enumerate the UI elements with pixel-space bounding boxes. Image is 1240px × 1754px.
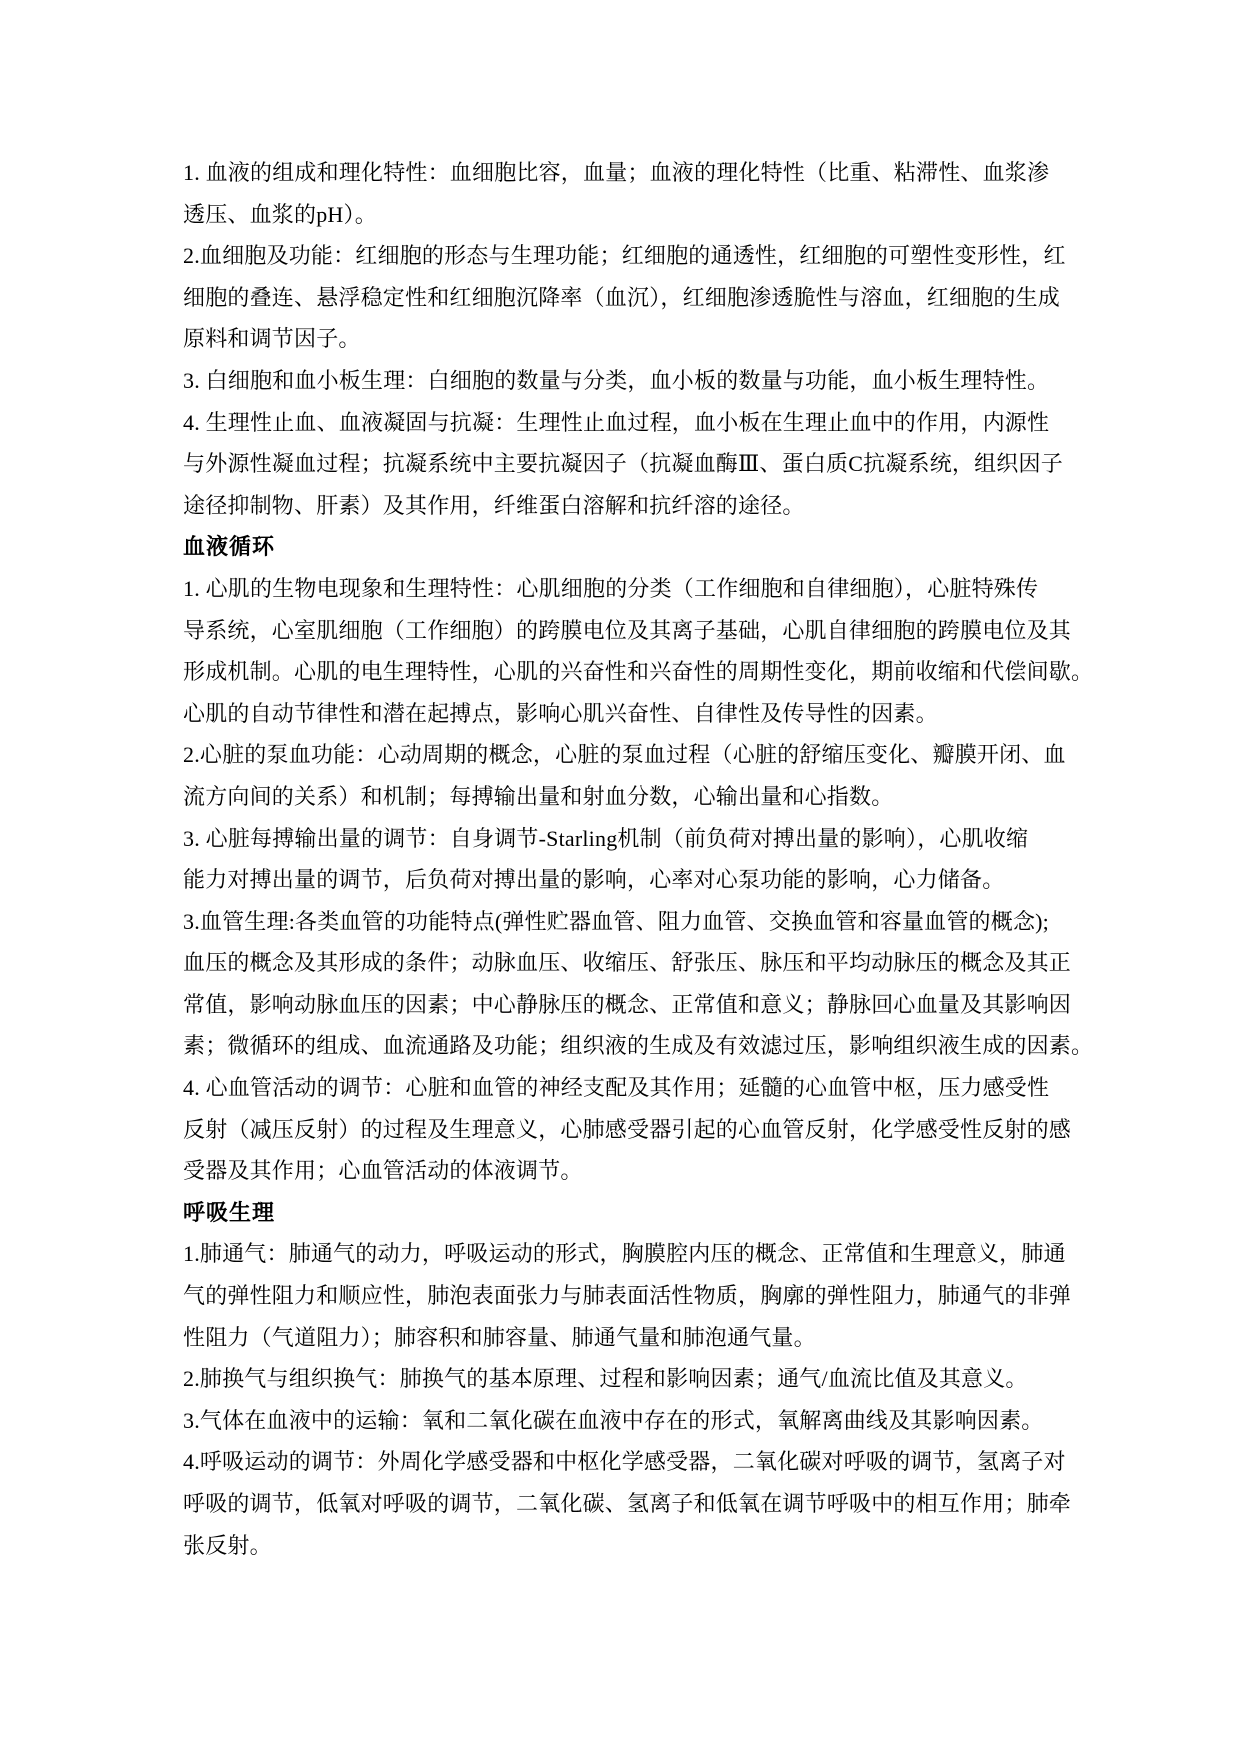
text-line: 血压的概念及其形成的条件；动脉血压、收缩压、舒张压、脉压和平均动脉压的概念及其正	[183, 950, 1072, 976]
text-line: 4.呼吸运动的调节：外周化学感受器和中枢化学感受器，二氧化碳对呼吸的调节，氢离子对	[183, 1449, 1066, 1475]
text-line: 1. 血液的组成和理化特性：血细胞比容，血量；血液的理化特性（比重、粘滞性、血浆渗	[183, 160, 1050, 185]
text-line: 形成机制。心肌的电生理特性，心肌的兴奋性和兴奋性的周期性变化，期前收缩和代偿间歇。	[183, 659, 1094, 685]
section-heading: 呼吸生理	[183, 1199, 276, 1225]
text-line: 4. 心血管活动的调节：心脏和血管的神经支配及其作用；延髓的心血管中枢，压力感受性	[183, 1075, 1050, 1101]
text-line: 心肌的自动节律性和潜在起搏点，影响心肌兴奋性、自律性及传导性的因素。	[183, 700, 938, 726]
text-line: 气的弹性阻力和顺应性，肺泡表面张力与肺表面活性物质，胸廓的弹性阻力，肺通气的非弹	[183, 1283, 1072, 1309]
text-line: 能力对搏出量的调节，后负荷对搏出量的影响，心率对心泵功能的影响，心力储备。	[183, 867, 1005, 893]
text-line: 性阻力（气道阻力）；肺容积和肺容量、肺通气量和肺泡通气量。	[183, 1324, 816, 1350]
text-line: 呼吸的调节，低氧对呼吸的调节，二氧化碳、氢离子和低氧在调节呼吸中的相互作用；肺牵	[183, 1491, 1072, 1516]
text-line: 1.肺通气：肺通气的动力，呼吸运动的形式，胸膜腔内压的概念、正常值和生理意义，肺通	[183, 1241, 1066, 1267]
text-line: 素；微循环的组成、血流通路及功能；组织液的生成及有效滤过压，影响组织液生成的因素。	[183, 1033, 1094, 1059]
text-line: 2.心脏的泵血功能：心动周期的概念，心脏的泵血过程（心脏的舒缩压变化、瓣膜开闭、血	[183, 742, 1066, 768]
text-line: 反射（减压反射）的过程及生理意义，心肺感受器引起的心血管反射，化学感受性反射的感	[183, 1116, 1072, 1142]
text-line: 3.气体在血液中的运输：氧和二氧化碳在血液中存在的形式，氧解离曲线及其影响因素。	[183, 1407, 1044, 1433]
text-line: 3. 白细胞和血小板生理：白细胞的数量与分类，血小板的数量与功能，血小板生理特性。	[183, 367, 1050, 393]
text-line: 导系统，心室肌细胞（工作细胞）的跨膜电位及其离子基础，心肌自律细胞的跨膜电位及其	[183, 617, 1072, 643]
text-line: 3.血管生理:各类血管的功能特点(弹性贮器血管、阻力血管、交换血管和容量血管的概念);	[183, 908, 1049, 934]
text-line: 2.血细胞及功能：红细胞的形态与生理功能；红细胞的通透性，红细胞的可塑性变形性，红	[183, 243, 1066, 269]
text-line: 透压、血浆的pH）。	[183, 201, 377, 227]
text-line: 4. 生理性止血、血液凝固与抗凝：生理性止血过程，血小板在生理止血中的作用，内源性	[183, 409, 1050, 435]
text-line: 受器及其作用；心血管活动的体液调节。	[183, 1158, 583, 1184]
text-line: 细胞的叠连、悬浮稳定性和红细胞沉降率（血沉），红细胞渗透脆性与溶血，红细胞的生成	[183, 284, 1061, 310]
section-heading: 血液循环	[183, 534, 276, 560]
text-line: 3. 心脏每搏输出量的调节：自身调节-Starling机制（前负荷对搏出量的影响），心肌收缩	[183, 825, 1029, 851]
text-line: 原料和调节因子。	[183, 326, 361, 352]
text-line: 常值，影响动脉血压的因素；中心静脉压的概念、正常值和意义；静脉回心血量及其影响因	[183, 991, 1072, 1017]
text-line: 途径抑制物、肝素）及其作用，纤维蛋白溶解和抗纤溶的途径。	[183, 492, 805, 518]
text-line: 2.肺换气与组织换气：肺换气的基本原理、过程和影响因素；通气/血流比值及其意义。	[183, 1366, 1028, 1392]
text-line: 张反射。	[183, 1532, 272, 1558]
text-line: 流方向间的关系）和机制；每搏输出量和射血分数，心输出量和心指数。	[183, 783, 894, 809]
document-body	[183, 152, 1094, 1566]
text-line: 与外源性凝血过程；抗凝系统中主要抗凝因子（抗凝血酶Ⅲ、蛋白质C抗凝系统，组织因子	[183, 451, 1063, 477]
text-line: 1. 心肌的生物电现象和生理特性：心肌细胞的分类（工作细胞和自律细胞），心脏特殊传	[183, 575, 1039, 601]
